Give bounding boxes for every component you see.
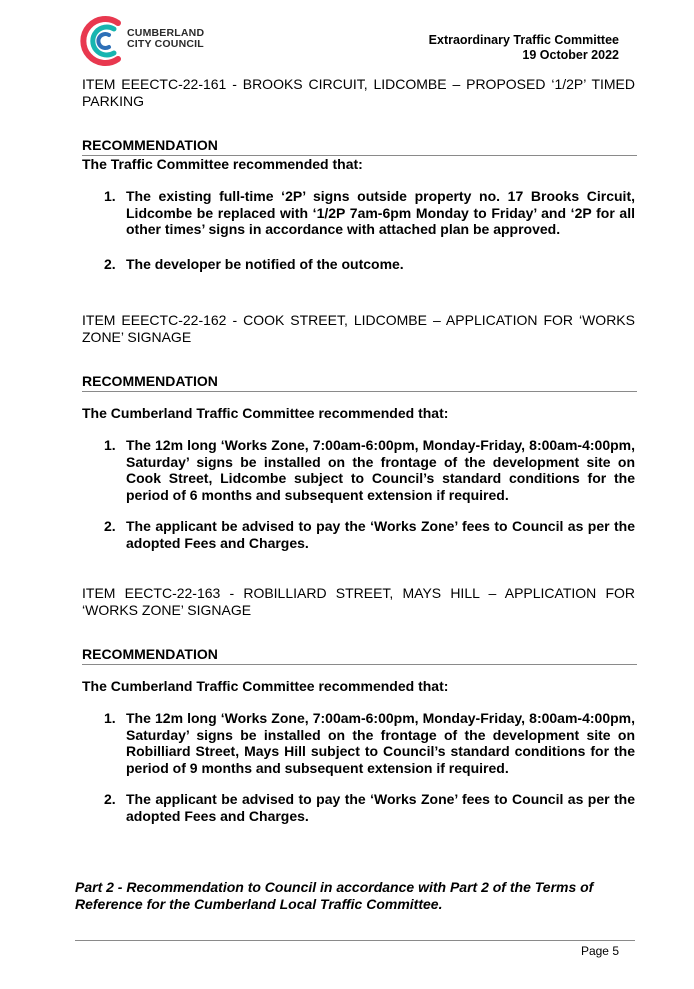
- page-header: [429, 33, 619, 63]
- logo-line-2: CITY COUNCIL: [127, 38, 204, 50]
- list-number: 1.: [104, 710, 116, 726]
- list-number: 2.: [104, 256, 116, 272]
- list-item: [104, 256, 635, 273]
- list-number: 1.: [104, 437, 116, 453]
- item-title: ITEM EEECTC-22-161 - BROOKS CIRCUIT, LIDCOMBE – PROPOSED ‘1/2P’ TIMED PARKING: [82, 76, 635, 109]
- list-number: 2.: [104, 518, 116, 534]
- list-item: [104, 437, 635, 503]
- footer-divider: [75, 940, 635, 941]
- recommendation-intro: The Cumberland Traffic Committee recommended that:: [82, 405, 449, 421]
- recommendation-heading: RECOMMENDATION: [82, 137, 637, 156]
- header-title: Extraordinary Traffic Committee: [428, 33, 619, 47]
- list-text: The existing full-time ‘2P’ signs outside property no. 17 Brooks Circuit, Lidcombe be replaced with ‘1/2P 7am-6pm Monday to Friday’ and ‘2P for all other times’ signs in accordance with attached plan be approved.: [126, 188, 635, 237]
- part2-note: Part 2 - Recommendation to Council in accordance with Part 2 of the Terms of Reference for the Cumberland Local Traffic Committee.: [75, 879, 594, 912]
- list-text: The applicant be advised to pay the ‘Works Zone’ fees to Council as per the adopted Fees and Charges.: [126, 518, 635, 551]
- recommendation-intro: The Cumberland Traffic Committee recommended that:: [82, 678, 449, 694]
- list-number: 2.: [104, 791, 116, 807]
- council-logo-text: [127, 28, 204, 50]
- list-text: The developer be notified of the outcome.: [126, 256, 404, 272]
- list-item: [104, 188, 635, 238]
- list-text: The 12m long ‘Works Zone, 7:00am-6:00pm, Monday-Friday, 8:00am-4:00pm, Saturday’ signs be installed on the frontage of the development site on Cook Street, Lidcombe subject to Council’s standard conditions for the period of 6 months and subsequent extension if required.: [126, 437, 635, 503]
- list-item: [104, 791, 635, 824]
- list-item: [104, 518, 635, 551]
- page-number: Page 5: [580, 944, 619, 958]
- list-number: 1.: [104, 188, 116, 204]
- recommendation-heading: RECOMMENDATION: [82, 646, 637, 665]
- recommendation-heading: RECOMMENDATION: [82, 373, 637, 392]
- list-text: The 12m long ‘Works Zone, 7:00am-6:00pm, Monday-Friday, 8:00am-4:00pm, Saturday’ signs be installed on the frontage of the development site on Robilliard Street, Mays Hill subject to Council’s standard conditions for the period of 9 months and subsequent extension if required.: [126, 710, 635, 776]
- logo-line-1: CUMBERLAND: [127, 27, 205, 39]
- list-text: The applicant be advised to pay the ‘Works Zone’ fees to Council as per the adopted Fees and Charges.: [126, 791, 635, 824]
- item-title: ITEM EEECTC-22-162 - COOK STREET, LIDCOMBE – APPLICATION FOR ‘WORKS ZONE’ SIGNAGE: [82, 312, 635, 345]
- header-date: 19 October 2022: [522, 48, 619, 62]
- council-logo-mark: [78, 14, 128, 68]
- item-title: ITEM EECTC-22-163 - ROBILLIARD STREET, MAYS HILL – APPLICATION FOR ‘WORKS ZONE’ SIGNAGE: [82, 585, 635, 618]
- list-item: [104, 710, 635, 776]
- recommendation-intro: The Traffic Committee recommended that:: [82, 156, 363, 172]
